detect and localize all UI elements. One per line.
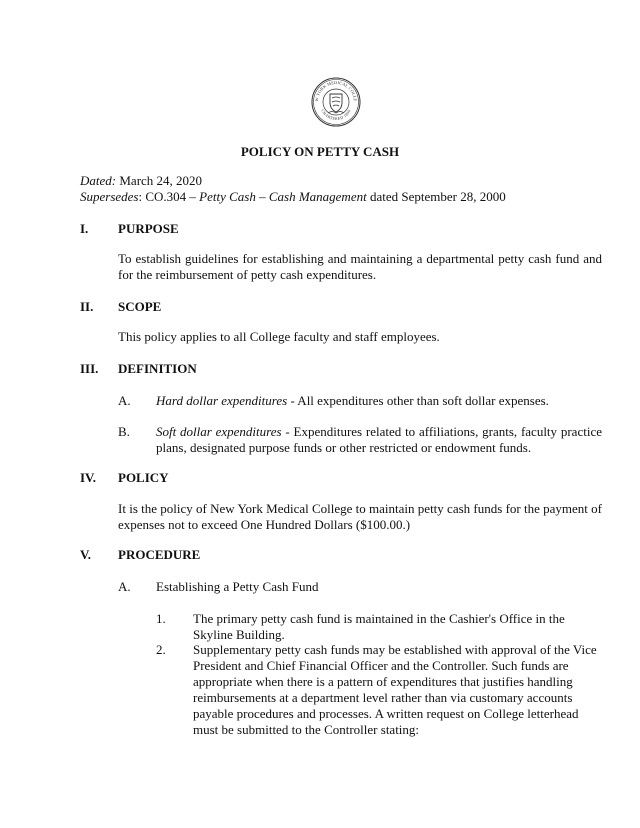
section-heading-procedure: PROCEDURE xyxy=(118,547,201,562)
section-heading-purpose: PURPOSE xyxy=(118,221,179,236)
step-number-1: 1. xyxy=(156,611,166,626)
scope-text: This policy applies to all College faculty and staff employees. xyxy=(118,329,440,344)
section-number-procedure: V. xyxy=(80,547,91,562)
section-heading-scope: SCOPE xyxy=(118,299,162,314)
step-text-2: Supplementary petty cash funds may be established with approval of the Vice President and Chief Financial Officer and the Controller. Such funds are appropriate when there is a pattern of expenditures that justifies handling reimbursements at a department level rather than via customary accounts payable procedures and processes. A written request on College letterhead must be submitted to the Controller stating: xyxy=(193,642,597,737)
college-seal-logo xyxy=(311,77,361,127)
procedure-letter-a: A. xyxy=(118,579,131,594)
section-heading-policy: POLICY xyxy=(118,470,169,485)
page-title: POLICY ON PETTY CASH xyxy=(240,144,400,159)
supersedes-label: Supersedes xyxy=(80,189,139,204)
svg-text:NEW YORK MEDICAL COLLEGE xyxy=(311,77,358,102)
dated-line xyxy=(80,173,202,189)
supersedes-date: dated September 28, 2000 xyxy=(366,189,506,204)
section-number-policy: IV. xyxy=(80,470,97,485)
supersedes-title: Petty Cash – Cash Management xyxy=(199,189,367,204)
section-number-definition: III. xyxy=(80,361,99,376)
step-text-1: The primary petty cash fund is maintained in the Cashier's Office in the Skyline Building. xyxy=(193,611,565,642)
dated-value: March 24, 2020 xyxy=(119,173,203,188)
dated-label: Dated: xyxy=(80,173,117,188)
definition-term: Hard dollar expenditures xyxy=(156,393,288,408)
seal-text-bottom: CHARTERED 1860 xyxy=(320,108,352,122)
definition-hard-dollar xyxy=(156,393,602,409)
step-number-2: 2. xyxy=(156,642,166,657)
definition-soft-dollar xyxy=(156,424,602,456)
section-heading-definition: DEFINITION xyxy=(118,361,197,376)
policy-text: It is the policy of New York Medical College to maintain petty cash funds for the payment of expenses not to exceed One Hundred Dollars ($100.00.) xyxy=(118,501,602,532)
definition-letter-a: A. xyxy=(118,393,131,408)
definition-term: Soft dollar expenditures xyxy=(156,424,282,439)
seal-text-top: W YORK MEDICAL COLLE xyxy=(313,79,359,102)
supersedes-code: : CO.304 – xyxy=(138,189,200,204)
supersedes-line xyxy=(80,189,506,205)
definition-desc: - Expenditures related to affiliations, grants, faculty practice plans, designated purpose funds or other restricted or endowment funds. xyxy=(156,424,602,455)
section-number-scope: II. xyxy=(80,299,94,314)
purpose-text: To establish guidelines for establishing and maintaining a departmental petty cash fund and for the reimbursement of petty cash expenditures. xyxy=(118,251,602,282)
definition-desc: - All expenditures other than soft dollar expenses. xyxy=(287,393,549,408)
procedure-subheading: Establishing a Petty Cash Fund xyxy=(156,579,319,594)
definition-letter-b: B. xyxy=(118,424,130,439)
section-number-purpose: I. xyxy=(80,221,89,236)
